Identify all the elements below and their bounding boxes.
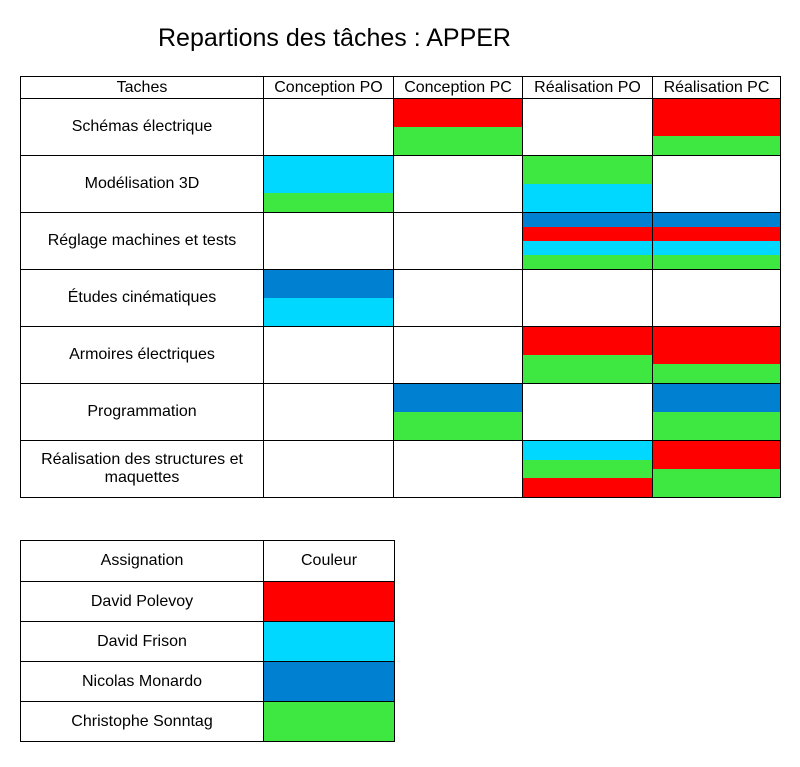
color-band-monardo — [653, 213, 780, 227]
assignment-bands — [394, 384, 522, 440]
legend-row — [21, 582, 395, 622]
color-band-sonntag — [264, 193, 393, 212]
assignment-cell — [523, 327, 653, 384]
color-band-sonntag — [394, 412, 522, 440]
assignment-bands — [523, 213, 652, 269]
legend-row — [21, 622, 395, 662]
color-swatch-frison — [264, 622, 395, 662]
assignee-name: Christophe Sonntag — [21, 702, 264, 742]
assignment-bands — [653, 327, 780, 383]
color-band-polevoy — [523, 327, 652, 355]
task-assignment-table — [20, 76, 781, 498]
assignment-cell — [523, 441, 653, 498]
table-row — [21, 213, 781, 270]
color-band-monardo — [653, 384, 780, 412]
assignee-name: David Frison — [21, 622, 264, 662]
color-band-sonntag — [523, 460, 652, 479]
assignment-cell — [523, 270, 653, 327]
assignment-bands — [523, 327, 652, 383]
assignment-cell — [264, 441, 394, 498]
color-band-monardo — [264, 270, 393, 298]
color-band-polevoy — [653, 99, 780, 118]
color-band-frison — [653, 241, 780, 255]
color-band-frison — [523, 241, 652, 255]
task-table-header-row — [21, 77, 781, 99]
color-band-frison — [523, 184, 652, 212]
color-band-polevoy — [653, 118, 780, 137]
color-band-polevoy — [653, 327, 780, 346]
color-band-sonntag — [653, 255, 780, 269]
assignment-cell — [523, 384, 653, 441]
assignment-cell — [394, 156, 523, 213]
task-label: Schémas électrique — [21, 99, 264, 156]
task-label: Réglage machines et tests — [21, 213, 264, 270]
column-header: Taches — [21, 77, 264, 99]
legend-row — [21, 702, 395, 742]
color-band-polevoy — [653, 346, 780, 365]
legend-column-header: Couleur — [264, 541, 395, 582]
table-row — [21, 384, 781, 441]
assignment-cell — [264, 327, 394, 384]
assignment-cell — [523, 213, 653, 270]
assignment-cell — [394, 270, 523, 327]
color-band-sonntag — [653, 136, 780, 155]
assignment-bands — [653, 213, 780, 269]
color-band-frison — [264, 298, 393, 326]
column-header: Réalisation PC — [653, 77, 781, 99]
color-band-polevoy — [523, 227, 652, 241]
color-band-sonntag — [523, 355, 652, 383]
assignment-cell — [653, 156, 781, 213]
assignment-cell — [394, 441, 523, 498]
color-band-polevoy — [653, 441, 780, 469]
legend-column-header: Assignation — [21, 541, 264, 582]
legend-table — [20, 540, 395, 742]
assignment-cell — [653, 270, 781, 327]
assignment-cell — [523, 156, 653, 213]
color-band-frison — [523, 441, 652, 460]
column-header: Réalisation PO — [523, 77, 653, 99]
color-band-polevoy — [394, 99, 522, 127]
assignee-name: Nicolas Monardo — [21, 662, 264, 702]
color-band-sonntag — [523, 255, 652, 269]
table-row — [21, 441, 781, 498]
color-band-frison — [264, 175, 393, 194]
assignment-cell — [653, 384, 781, 441]
assignment-cell — [264, 156, 394, 213]
task-label: Études cinématiques — [21, 270, 264, 327]
color-band-sonntag — [523, 156, 652, 184]
assignment-cell — [653, 441, 781, 498]
assignment-bands — [653, 441, 780, 497]
color-band-sonntag — [394, 127, 522, 155]
table-row — [21, 156, 781, 213]
assignment-bands — [653, 384, 780, 440]
column-header: Conception PC — [394, 77, 523, 99]
assignment-cell — [394, 99, 523, 156]
color-swatch-monardo — [264, 662, 395, 702]
assignment-cell — [264, 270, 394, 327]
color-swatch-polevoy — [264, 582, 395, 622]
assignment-bands — [523, 156, 652, 212]
assignment-cell — [653, 99, 781, 156]
color-band-polevoy — [523, 478, 652, 497]
color-band-monardo — [394, 384, 522, 412]
task-label: Réalisation des structures et maquettes — [21, 441, 264, 498]
assignment-bands — [653, 99, 780, 155]
color-band-sonntag — [653, 364, 780, 383]
assignment-cell — [653, 327, 781, 384]
task-label: Programmation — [21, 384, 264, 441]
task-label: Modélisation 3D — [21, 156, 264, 213]
assignment-cell — [394, 327, 523, 384]
assignment-bands — [523, 441, 652, 497]
assignment-cell — [653, 213, 781, 270]
assignment-cell — [264, 213, 394, 270]
color-band-frison — [264, 156, 393, 175]
assignee-name: David Polevoy — [21, 582, 264, 622]
page-title: Repartions des tâches : APPER — [158, 24, 511, 52]
column-header: Conception PO — [264, 77, 394, 99]
color-band-monardo — [523, 213, 652, 227]
assignment-bands — [394, 99, 522, 155]
assignment-bands — [264, 156, 393, 212]
assignment-cell — [523, 99, 653, 156]
assignment-bands — [264, 270, 393, 326]
color-band-sonntag — [653, 469, 780, 497]
color-band-sonntag — [653, 412, 780, 440]
task-label: Armoires électriques — [21, 327, 264, 384]
table-row — [21, 99, 781, 156]
assignment-cell — [394, 384, 523, 441]
table-row — [21, 270, 781, 327]
color-swatch-sonntag — [264, 702, 395, 742]
table-row — [21, 327, 781, 384]
legend-row — [21, 662, 395, 702]
legend-header-row — [21, 541, 395, 582]
assignment-cell — [394, 213, 523, 270]
assignment-cell — [264, 384, 394, 441]
color-band-polevoy — [653, 227, 780, 241]
assignment-cell — [264, 99, 394, 156]
